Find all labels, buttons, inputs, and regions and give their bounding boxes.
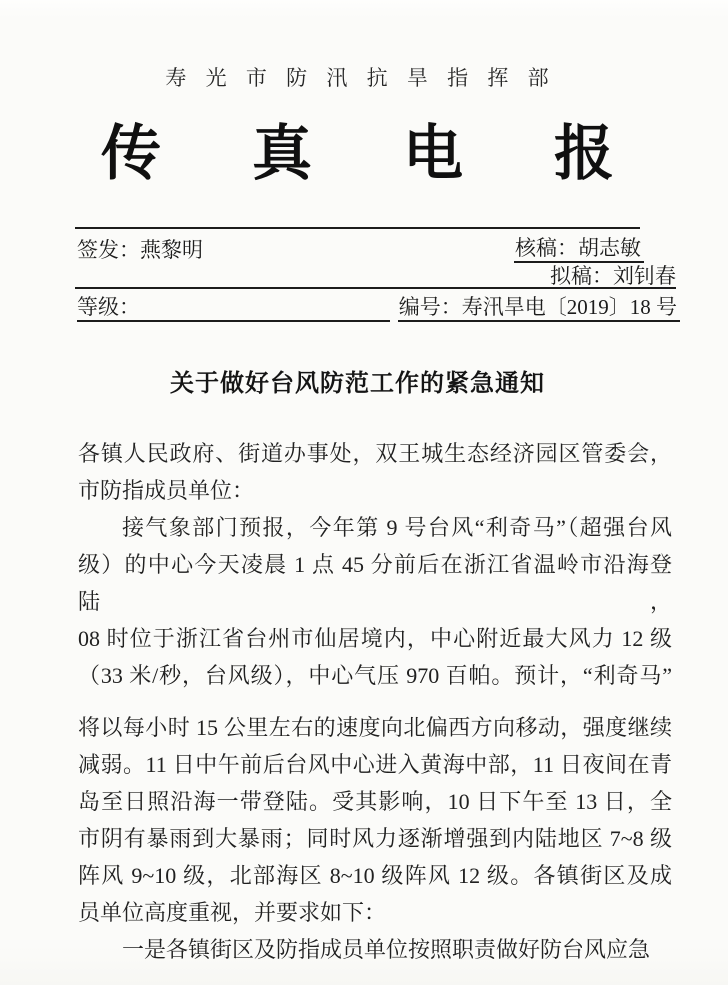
body-line-4: 级）的中心今天凌晨 1 点 45 分前后在浙江省温岭市沿海登陆， <box>78 552 672 614</box>
field-grade <box>77 295 390 322</box>
body-line-11: 阵风 9~10 级，北部海区 8~10 级阵风 12 级。各镇街区及成 <box>78 863 672 888</box>
body-line-3: 接气象部门预报，今年第 9 号台风“利奇马”（超强台风 <box>122 515 672 540</box>
meta-row-drafter <box>77 264 680 289</box>
body-line-1: 各镇人民政府、街道办事处，双王城生态经济园区管委会， <box>78 441 672 466</box>
body-line-5: 08 时位于浙江省台州市仙居境内，中心附近最大风力 12 级 <box>78 626 672 651</box>
field-grade-label: 等级： <box>77 295 140 319</box>
body-line-8: 减弱。11 日中午前后台风中心进入黄海中部，11 日夜间在青 <box>78 752 672 777</box>
notice-body <box>78 435 672 968</box>
meta-row-grade-number <box>77 295 680 322</box>
field-drafter-value: 刘钊春 <box>613 264 676 288</box>
meta-row-signer-reviewer <box>77 236 680 263</box>
divider-top <box>75 227 640 229</box>
notice-title: 关于做好台风防范工作的紧急通知 <box>170 371 545 397</box>
body-line-2: 市防指成员单位： <box>78 478 255 503</box>
body-line-9: 岛至日照沿海一带登陆。受其影响，10 日下午至 13 日，全 <box>78 789 672 814</box>
body-line-13: 一是各镇街区及防指成员单位按照职责做好防台风应急 <box>122 937 651 962</box>
field-doc-number-label: 编号： <box>398 295 462 319</box>
field-reviewer <box>514 236 644 263</box>
field-signer-label: 签发： <box>77 238 140 262</box>
field-drafter <box>550 264 680 289</box>
divider-middle <box>75 287 676 289</box>
field-drafter-label: 拟稿： <box>550 264 613 288</box>
field-signer-value: 燕黎明 <box>140 238 203 262</box>
field-signer <box>77 238 203 263</box>
field-doc-number-value: 寿汛旱电〔2019〕18 号 <box>461 295 677 319</box>
body-line-6: （33 米/秒，台风级），中心气压 970 百帕。预计，“利奇马” <box>78 663 672 688</box>
meta-block <box>75 227 680 327</box>
body-line-12: 员单位高度重视，并要求如下： <box>78 900 387 925</box>
document-type-title: 传 真 电 报 <box>101 121 614 187</box>
field-reviewer-value: 胡志敏 <box>578 236 641 260</box>
field-doc-number <box>398 295 680 322</box>
field-reviewer-label: 核稿： <box>515 236 578 260</box>
body-line-10: 市阴有暴雨到大暴雨；同时风力逐渐增强到内陆地区 7~8 级 <box>78 826 672 851</box>
org-name: 寿 光 市 防 汛 抗 旱 指 挥 部 <box>165 66 550 90</box>
body-line-7: 将以每小时 15 公里左右的速度向北偏西方向移动，强度继续 <box>78 715 672 740</box>
